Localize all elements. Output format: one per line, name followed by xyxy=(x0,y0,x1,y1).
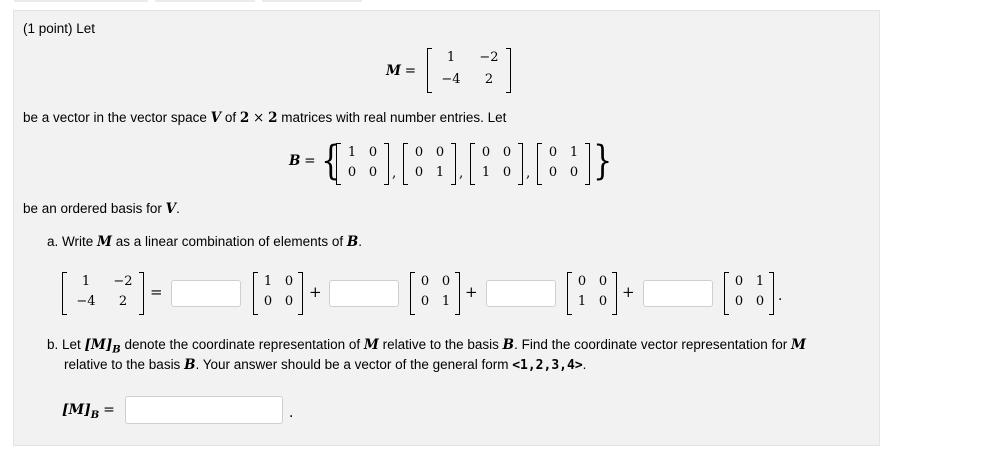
matrix-cell: 0 xyxy=(734,294,744,309)
part-b-prompt-line-2: relative to the basis B. Your answer should be a vector of the general form <1,2,3,4>. xyxy=(64,357,587,373)
matrix-cell: 1 xyxy=(347,145,357,160)
matrix-cell: 0 xyxy=(734,274,744,289)
coefficient-input-1[interactable] xyxy=(171,280,241,307)
matrix-cell: 2 xyxy=(484,72,494,87)
coefficient-input-3[interactable] xyxy=(486,280,556,307)
coordinate-vector-input[interactable] xyxy=(125,396,283,424)
matrix-cell: 0 xyxy=(502,165,512,180)
period: . xyxy=(289,405,294,421)
term-matrix-3 xyxy=(567,272,617,315)
matrix-cell: −2 xyxy=(113,274,133,289)
basis-matrix-4 xyxy=(537,143,590,185)
tab-strip-segment xyxy=(155,0,255,2)
matrix-cell: 0 xyxy=(414,145,424,160)
matrix-m-label: M = xyxy=(386,63,417,79)
matrix-cell: 0 xyxy=(435,145,445,160)
comma: , xyxy=(459,165,464,181)
matrix-cell: 1 xyxy=(446,50,456,65)
comma: , xyxy=(526,165,531,181)
lhs-matrix xyxy=(62,272,144,315)
matrix-cell: 1 xyxy=(263,274,273,289)
matrix-cell: 0 xyxy=(755,294,765,309)
period: . xyxy=(778,288,783,304)
matrix-cell: 0 xyxy=(284,274,294,289)
matrix-cell: 0 xyxy=(598,294,608,309)
matrix-m xyxy=(427,48,511,93)
matrix-cell: 2 xyxy=(118,294,128,309)
matrix-cell: 1 xyxy=(577,294,587,309)
matrix-cell: 1 xyxy=(569,145,579,160)
matrix-cell: 0 xyxy=(347,165,357,180)
matrix-cell: 0 xyxy=(548,165,558,180)
matrix-cell: 0 xyxy=(548,145,558,160)
matrix-cell: 0 xyxy=(420,274,430,289)
right-brace: } xyxy=(593,138,613,184)
matrix-cell: 0 xyxy=(263,294,273,309)
matrix-cell: 0 xyxy=(577,274,587,289)
problem-header: (1 point) Let xyxy=(23,21,96,36)
plus-sign: + xyxy=(622,283,635,301)
part-b-prompt-line-1: b. Let $[M]_B$ denote the coordinate representation of M relative to the basis B. Find the coordinate vector representation for M xyxy=(47,337,806,356)
matrix-cell: 0 xyxy=(502,145,512,160)
matrix-cell: 1 xyxy=(755,274,765,289)
matrix-cell: 1 xyxy=(435,165,445,180)
matrix-cell: 1 xyxy=(441,294,451,309)
equals-sign: = xyxy=(150,283,163,301)
tab-strip-segment xyxy=(14,0,148,2)
vector-space-sentence: be a vector in the vector space V of 2 × 2 matrices with real number entries. Let xyxy=(23,110,507,126)
coordinate-vector-label: $[M]_B$ = xyxy=(62,402,115,421)
ordered-basis-sentence: be an ordered basis for V. xyxy=(23,201,180,217)
basis-matrix-3 xyxy=(470,143,523,185)
part-a-prompt: a. Write M as a linear combination of elements of B. xyxy=(47,234,363,250)
matrix-cell: 0 xyxy=(569,165,579,180)
matrix-cell: 1 xyxy=(81,274,91,289)
matrix-cell: −4 xyxy=(76,294,96,309)
matrix-cell: 0 xyxy=(368,145,378,160)
term-matrix-2 xyxy=(410,272,460,315)
coefficient-input-4[interactable] xyxy=(643,280,713,307)
basis-matrix-2 xyxy=(403,143,456,185)
basis-matrix-1 xyxy=(336,143,389,185)
matrix-cell: 1 xyxy=(481,165,491,180)
matrix-cell: −2 xyxy=(479,50,499,65)
matrix-cell: 0 xyxy=(481,145,491,160)
matrix-cell: 0 xyxy=(420,294,430,309)
tab-strip-segment xyxy=(262,0,362,2)
comma: , xyxy=(392,165,397,181)
matrix-cell: 0 xyxy=(414,165,424,180)
term-matrix-4 xyxy=(724,272,774,315)
matrix-cell: 0 xyxy=(284,294,294,309)
matrix-cell: 0 xyxy=(598,274,608,289)
term-matrix-1 xyxy=(253,272,303,315)
plus-sign: + xyxy=(309,283,322,301)
plus-sign: + xyxy=(465,283,478,301)
coefficient-input-2[interactable] xyxy=(329,280,399,307)
matrix-cell: 0 xyxy=(368,165,378,180)
matrix-cell: 0 xyxy=(441,274,451,289)
basis-label: B = xyxy=(289,153,316,169)
left-brace: { xyxy=(321,138,341,184)
matrix-cell: −4 xyxy=(441,72,461,87)
